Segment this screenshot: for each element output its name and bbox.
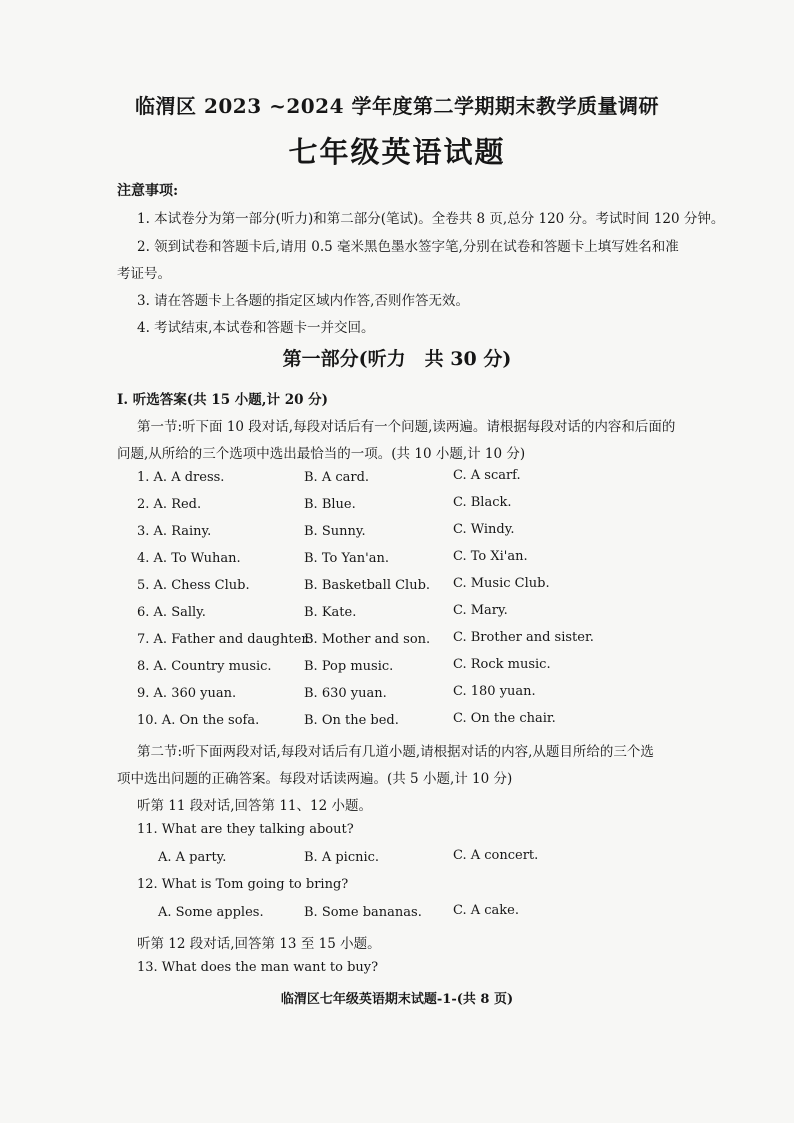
notice-item-4: 4. 考试结束,本试卷和答题卡一并交回。 — [137, 320, 375, 336]
sec2-intro-line2: 项中选出问题的正确答案。每段对话读两遍。(共 5 小题,计 10 分) — [117, 771, 513, 787]
q3-option-a: 3. A. Rainy. — [137, 524, 212, 539]
q6-option-a: 6. A. Sally. — [137, 605, 206, 620]
q5-option-c: C. Music Club. — [453, 576, 550, 591]
q12-stem: 12. What is Tom going to bring? — [137, 877, 349, 892]
q5-option-b: B. Basketball Club. — [304, 578, 431, 593]
q12-option-a: A. Some apples. — [158, 905, 264, 920]
notice-item-3: 3. 请在答题卡上各题的指定区域内作答,否则作答无效。 — [137, 293, 469, 309]
q6-option-c: C. Mary. — [453, 603, 508, 618]
q13-stem: 13. What does the man want to buy? — [137, 960, 379, 975]
q11-option-a: A. A party. — [158, 850, 227, 865]
q6-option-b: B. Kate. — [304, 605, 357, 620]
q7-option-b: B. Mother and son. — [304, 632, 431, 647]
q12-option-b: B. Some bananas. — [304, 905, 422, 920]
q7-option-c: C. Brother and sister. — [453, 630, 594, 645]
q3-option-c: C. Windy. — [453, 522, 515, 537]
q1-option-b: B. A card. — [304, 470, 370, 485]
q12-option-c: C. A cake. — [453, 903, 520, 918]
q1-option-a: 1. A. A dress. — [137, 470, 225, 485]
q4-option-a: 4. A. To Wuhan. — [137, 551, 241, 566]
sec1-intro-line2: 问题,从所给的三个选项中选出最恰当的一项。(共 10 小题,计 10 分) — [117, 446, 526, 462]
notice-item-2-cont: 考证号。 — [117, 266, 171, 282]
q8-option-c: C. Rock music. — [453, 657, 551, 672]
q2-option-b: B. Blue. — [304, 497, 356, 512]
q8-option-b: B. Pop music. — [304, 659, 394, 674]
q9-option-c: C. 180 yuan. — [453, 684, 536, 699]
q2-option-a: 2. A. Red. — [137, 497, 202, 512]
q11-stem: 11. What are they talking about? — [137, 822, 354, 837]
dialog12-heading: 听第 12 段对话,回答第 13 至 15 小题。 — [137, 936, 381, 952]
q9-option-a: 9. A. 360 yuan. — [137, 686, 237, 701]
q4-option-c: C. To Xi'an. — [453, 549, 528, 564]
section1-heading: Ⅰ. 听选答案(共 15 小题,计 20 分) — [117, 392, 329, 408]
notice-item-1: 1. 本试卷分为第一部分(听力)和第二部分(笔试)。全卷共 8 页,总分 120 分。考试时间 120 分钟。 — [137, 211, 725, 227]
q4-option-b: B. To Yan'an. — [304, 551, 389, 566]
exam-title-line2: 七年级英语试题 — [288, 135, 506, 169]
part1-title: 第一部分(听力 共 30 分) — [282, 348, 512, 370]
dialog11-heading: 听第 11 段对话,回答第 11、12 小题。 — [137, 798, 372, 814]
q10-option-c: C. On the chair. — [453, 711, 556, 726]
exam-title-line1: 临渭区 2023 ~2024 学年度第二学期期末教学质量调研 — [135, 94, 659, 118]
q5-option-a: 5. A. Chess Club. — [137, 578, 250, 593]
q11-option-b: B. A picnic. — [304, 850, 380, 865]
q7-option-a: 7. A. Father and daughter. — [137, 632, 311, 647]
q1-option-c: C. A scarf. — [453, 468, 521, 483]
q10-option-b: B. On the bed. — [304, 713, 399, 728]
q10-option-a: 10. A. On the sofa. — [137, 713, 260, 728]
sec2-intro-line1: 第二节:听下面两段对话,每段对话后有几道小题,请根据对话的内容,从题目所给的三个选 — [137, 744, 654, 760]
q3-option-b: B. Sunny. — [304, 524, 366, 539]
page-footer: 临渭区七年级英语期末试题-1-(共 8 页) — [280, 992, 514, 1007]
q9-option-b: B. 630 yuan. — [304, 686, 387, 701]
q11-option-c: C. A concert. — [453, 848, 539, 863]
q8-option-a: 8. A. Country music. — [137, 659, 272, 674]
notice-heading: 注意事项: — [117, 183, 179, 199]
sec1-intro-line1: 第一节:听下面 10 段对话,每段对话后有一个问题,读两遍。请根据每段对话的内容和后面的 — [137, 419, 676, 435]
q2-option-c: C. Black. — [453, 495, 512, 510]
notice-item-2: 2. 领到试卷和答题卡后,请用 0.5 毫米黑色墨水签字笔,分别在试卷和答题卡上填写姓名和准 — [137, 239, 679, 255]
